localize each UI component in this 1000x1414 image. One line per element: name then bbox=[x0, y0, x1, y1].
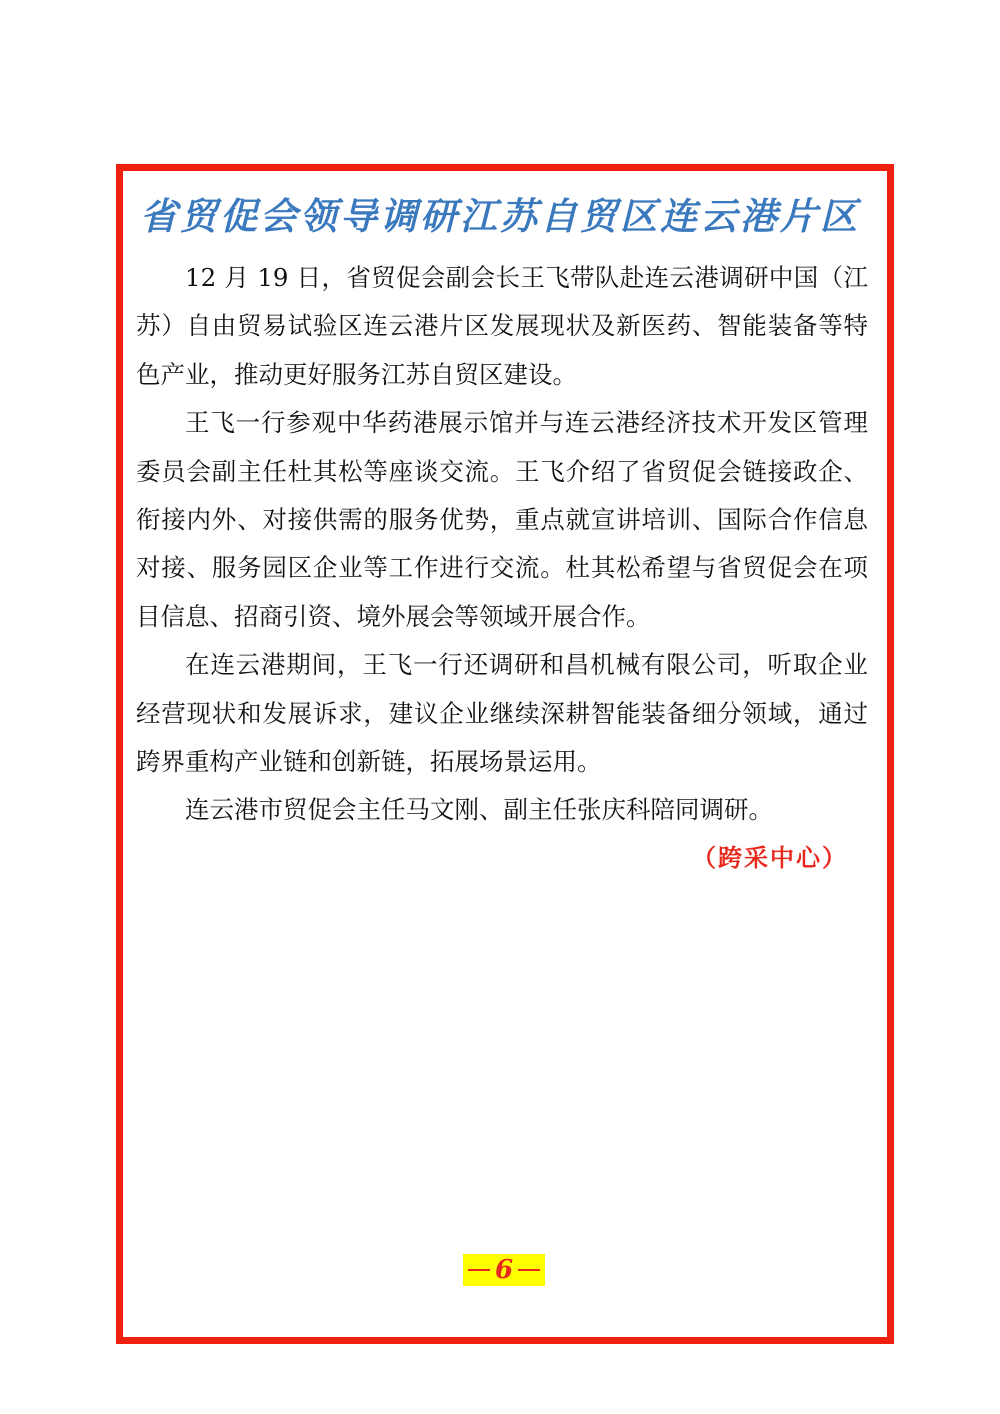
paragraph: 王飞一行参观中华药港展示馆并与连云港经济技术开发区管理委员会副主任杜其松等座谈交流。王飞介绍了省贸促会链接政企、衔接内外、对接供需的服务优势，重点就宣讲培训、国际合作信息对接、服务园区企业等工作进行交流。杜其松希望与省贸促会在项目信息、招商引资、境外展会等领域开展合作。 bbox=[136, 408, 868, 631]
page-number-badge bbox=[463, 1254, 545, 1286]
paragraph: 12 月 19 日，省贸促会副会长王飞带队赴连云港调研中国（江苏）自由贸易试验区连云港片区发展现状及新医药、智能装备等特色产业，推动更好服务江苏自贸区建设。 bbox=[136, 263, 868, 389]
paragraph: 在连云港期间，王飞一行还调研和昌机械有限公司，听取企业经营现状和发展诉求，建议企业继续深耕智能装备细分领域，通过跨界重构产业链和创新链，拓展场景运用。 bbox=[136, 650, 868, 777]
article-title: 省贸促会领导调研江苏自贸区连云港片区 bbox=[140, 194, 860, 238]
paragraph: 连云港市贸促会主任马文刚、副主任张庆科陪同调研。 bbox=[185, 795, 773, 825]
article-source: （跨采中心） bbox=[692, 843, 848, 872]
article-body bbox=[136, 254, 868, 835]
page-number: 6 bbox=[494, 1255, 514, 1285]
dash-left-icon bbox=[468, 1269, 490, 1271]
dash-right-icon bbox=[518, 1269, 540, 1271]
